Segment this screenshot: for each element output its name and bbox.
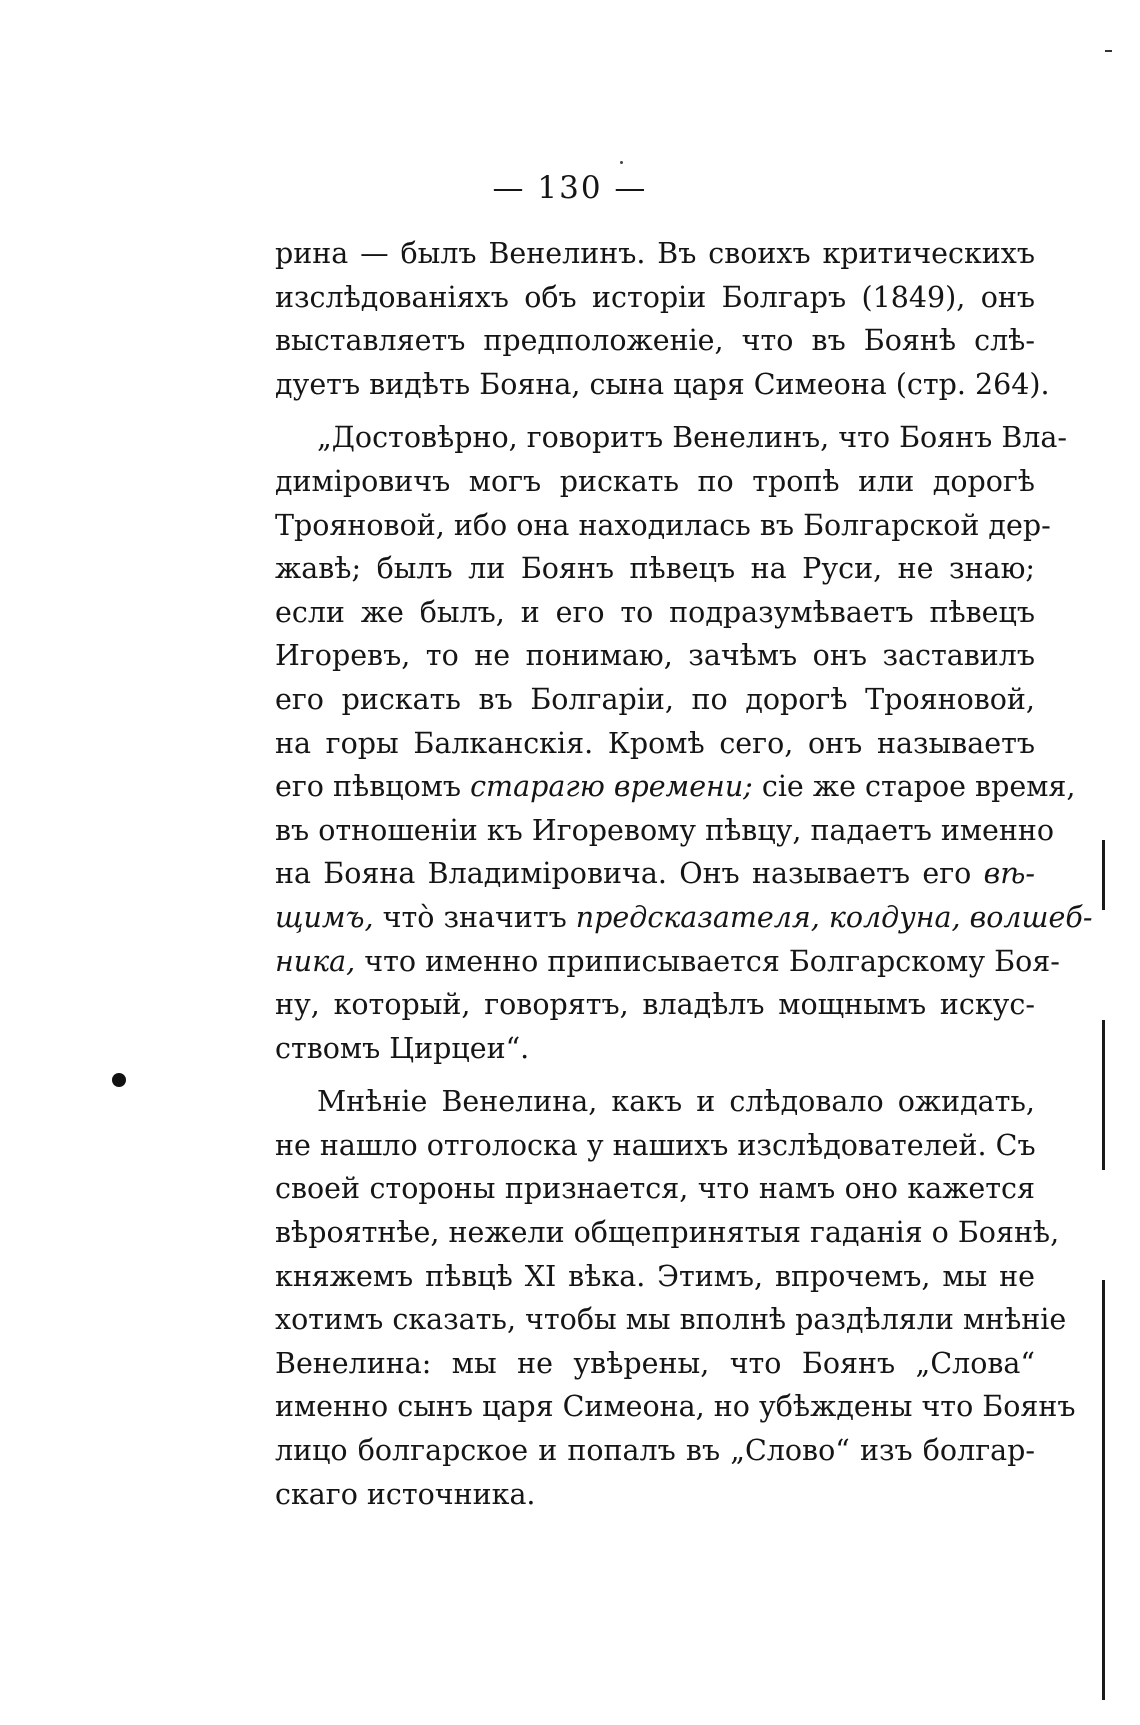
text-segment: его пѣвцомъ bbox=[275, 770, 471, 804]
text-line: изслѣдованіяхъ объ исторіи Болгаръ (1849), онъ bbox=[275, 280, 1035, 314]
text-line bbox=[275, 896, 1093, 940]
text-line: хотимъ сказать, чтобы мы вполнѣ раздѣляли мнѣніе bbox=[275, 1303, 1067, 1337]
text-line: „Достовѣрно, говоритъ Венелинъ, что Боянъ Вла- bbox=[317, 421, 1068, 455]
italic-phrase: ника, bbox=[275, 944, 356, 978]
text-line: на горы Балканскія. Кромѣ сего, онъ называетъ bbox=[275, 726, 1035, 760]
text-line: дуетъ видѣть Бояна, сына царя Симеона (стр. 264). bbox=[275, 367, 1050, 401]
paragraph-2 bbox=[275, 416, 1093, 1070]
italic-phrase: предсказателя, колдуна, волшеб- bbox=[575, 900, 1093, 934]
page-body bbox=[275, 232, 1093, 1516]
text-line: не нашло отголоска у нашихъ изслѣдователей. Съ bbox=[275, 1128, 1036, 1162]
text-line: Венелина: мы не увѣрены, что Боянъ „Слова“ bbox=[275, 1346, 1035, 1380]
text-line bbox=[275, 765, 1076, 809]
text-line: Игоревъ, то не понимаю, зачѣмъ онъ заставилъ bbox=[275, 639, 1035, 673]
page-edge-line bbox=[1102, 840, 1105, 910]
text-segment: что̀ значитъ bbox=[373, 900, 576, 934]
text-line: ну, который, говорятъ, владѣлъ мощнымъ искус- bbox=[275, 988, 1035, 1022]
page-number: — 130 — bbox=[492, 170, 648, 206]
text-line: лицо болгарское и попалъ въ „Слово“ изъ болгар- bbox=[275, 1434, 1035, 1468]
text-line bbox=[275, 852, 1035, 896]
text-line: его рискать въ Болгаріи, по дорогѣ Трояновой, bbox=[275, 682, 1035, 716]
paragraph-3 bbox=[275, 1080, 1076, 1516]
print-speck bbox=[620, 161, 623, 164]
page-edge-line bbox=[1102, 1020, 1105, 1170]
text-line: княжемъ пѣвцѣ XI вѣка. Этимъ, впрочемъ, мы не bbox=[275, 1259, 1035, 1293]
paragraph-1 bbox=[275, 232, 1050, 406]
page-edge-line bbox=[1102, 1280, 1105, 1700]
text-line: жавѣ; былъ ли Боянъ пѣвецъ на Руси, не знаю; bbox=[275, 552, 1035, 586]
text-segment: сіе же старое время, bbox=[752, 770, 1076, 804]
italic-phrase: щимъ, bbox=[275, 900, 374, 934]
text-line: Трояновой, ибо она находилась въ Болгарской дер- bbox=[275, 508, 1051, 542]
text-line: въ отношеніи къ Игоревому пѣвцу, падаетъ именно bbox=[275, 813, 1055, 847]
italic-phrase: старагю времени; bbox=[470, 770, 753, 804]
margin-ink-dot bbox=[112, 1073, 126, 1087]
italic-phrase: вѣ- bbox=[983, 857, 1035, 891]
text-line: вѣроятнѣе, нежели общепринятыя гаданія о Боянѣ, bbox=[275, 1216, 1060, 1250]
text-line: выставляетъ предположеніе, что въ Боянѣ слѣ- bbox=[275, 324, 1035, 358]
text-line: Мнѣніе Венелина, какъ и слѣдовало ожидать, bbox=[317, 1085, 1035, 1119]
text-line: именно сынъ царя Симеона, но убѣждены что Боянъ bbox=[275, 1390, 1076, 1424]
text-line: рина — былъ Венелинъ. Въ своихъ критическихъ bbox=[275, 237, 1035, 270]
text-line: если же былъ, и его то подразумѣваетъ пѣвецъ bbox=[275, 595, 1035, 629]
text-line: ствомъ Цирцеи“. bbox=[275, 1031, 530, 1065]
edge-mark bbox=[1105, 50, 1112, 52]
text-segment: что именно приписывается Болгарскому Боя- bbox=[355, 944, 1060, 978]
text-line: диміровичъ могъ рискать по тропѣ или дорогѣ bbox=[275, 464, 1035, 498]
text-line: скаго источника. bbox=[275, 1477, 536, 1511]
text-segment: на Бояна Владиміровича. Онъ называетъ его bbox=[275, 857, 984, 891]
text-line bbox=[275, 940, 1060, 984]
text-line: своей стороны признается, что намъ оно кажется bbox=[275, 1172, 1035, 1206]
